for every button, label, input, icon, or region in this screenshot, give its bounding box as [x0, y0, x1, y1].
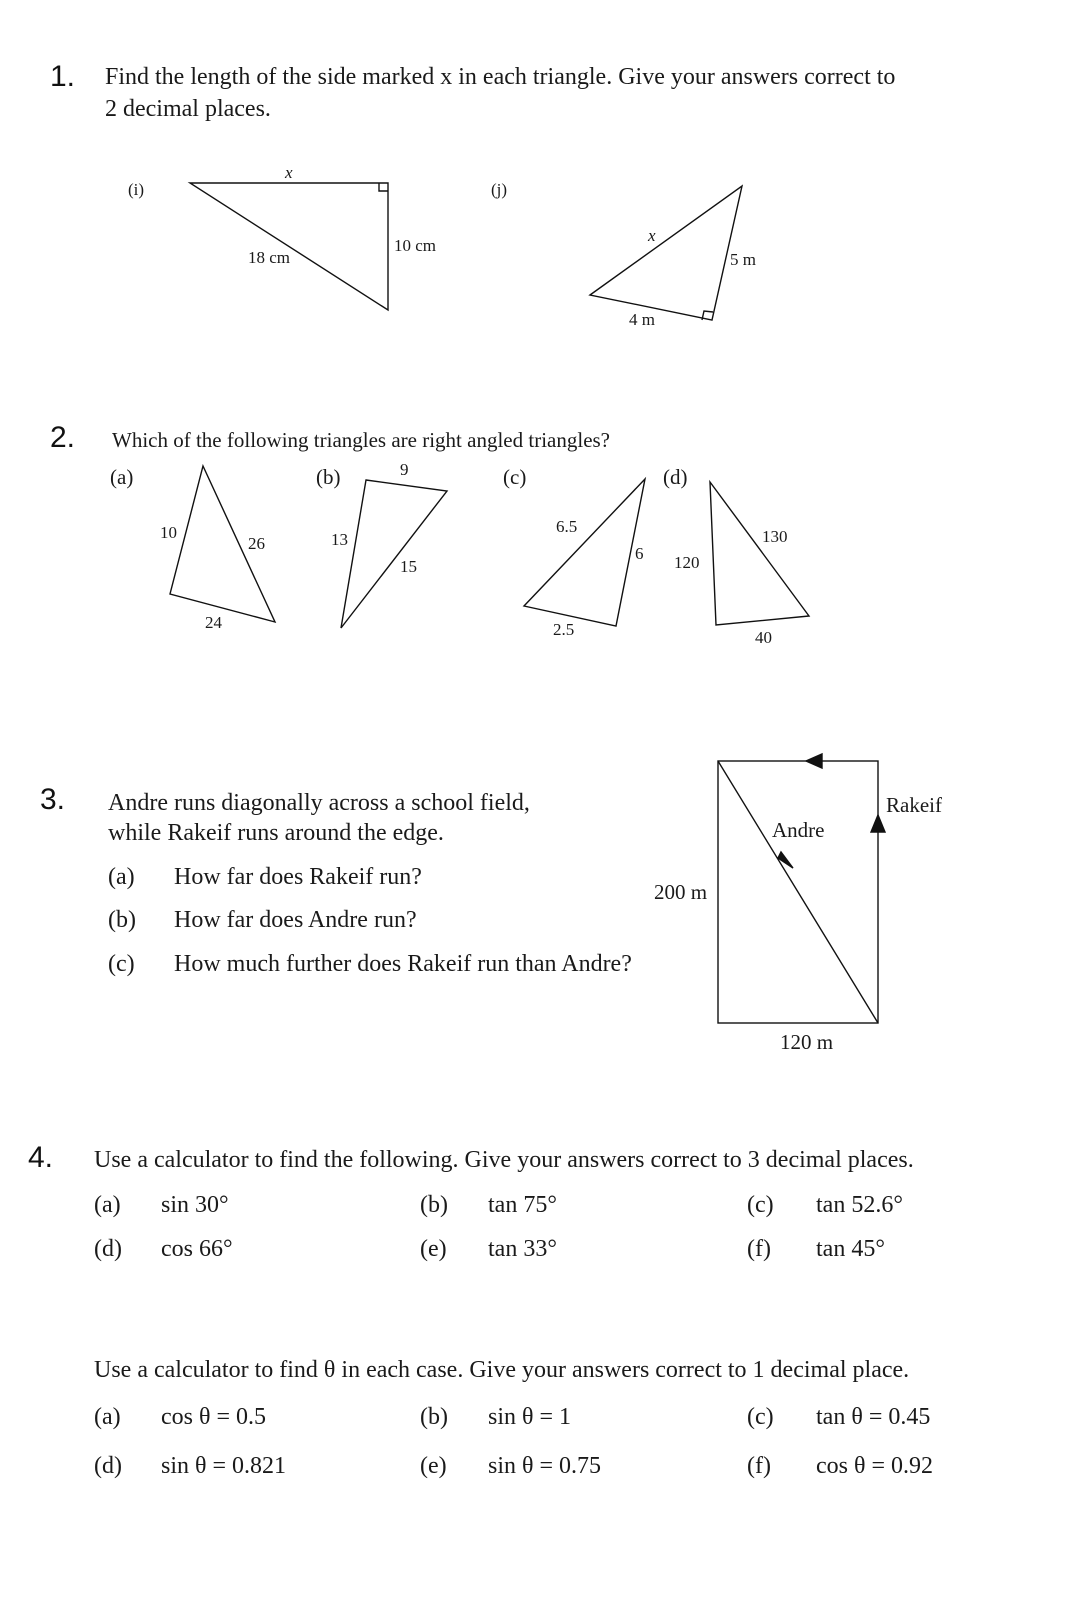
item-expression: sin θ = 0.821	[161, 1453, 287, 1479]
item-label: (a)	[94, 1404, 121, 1430]
triangle-c	[524, 479, 645, 626]
right-angle-marker-i	[379, 183, 388, 191]
item-label: (e)	[420, 1236, 447, 1262]
item-expression: sin θ = 1	[488, 1404, 572, 1430]
triangle-b-side: 15	[400, 557, 417, 576]
item-label: (b)	[420, 1192, 448, 1218]
item-expression: sin 30°	[161, 1192, 229, 1218]
triangle-a-side: 24	[205, 613, 222, 632]
item-expression: tan θ = 0.45	[816, 1404, 931, 1430]
part-text: How far does Rakeif run?	[174, 864, 422, 890]
item-label: (b)	[420, 1404, 448, 1430]
item-expression: tan 52.6°	[816, 1192, 903, 1218]
question-2-text: Which of the following triangles are right angled triangles?	[112, 428, 611, 452]
andre-label: Andre	[772, 818, 825, 842]
arrow-diagonal	[778, 852, 793, 868]
triangle-c-side: 6.5	[556, 517, 578, 536]
triangle-d-side: 120	[674, 553, 700, 572]
part-text: How much further does Rakeif run than Andre?	[174, 951, 632, 977]
part-j-side-x: x	[648, 226, 656, 245]
triangle-c-side: 2.5	[553, 620, 575, 639]
item-label: (d)	[94, 1453, 122, 1479]
question-2-number: 2.	[50, 421, 76, 454]
diagonal-path	[718, 761, 878, 1023]
question-3-number: 3.	[40, 783, 66, 816]
triangle-a-label: (a)	[110, 465, 134, 489]
triangle-d-side: 130	[762, 527, 788, 546]
field-width-label: 120 m	[780, 1030, 834, 1054]
part-label: (c)	[108, 951, 135, 977]
question-4-number: 4.	[28, 1141, 54, 1174]
rakeif-label: Rakeif	[886, 793, 942, 817]
arrow-right-edge	[871, 815, 885, 832]
part-j-label: (j)	[491, 180, 508, 199]
item-label: (d)	[94, 1236, 122, 1262]
item-label: (c)	[747, 1404, 774, 1430]
triangle-d-label: (d)	[663, 465, 688, 489]
part-i-side-x: x	[285, 163, 293, 182]
question-3-text-line2: while Rakeif runs around the edge.	[108, 820, 444, 846]
part-text: How far does Andre run?	[174, 907, 417, 933]
item-expression: tan 75°	[488, 1192, 557, 1218]
part-i-side-right: 10 cm	[394, 236, 437, 255]
triangle-a-side: 10	[160, 523, 177, 542]
triangle-b	[341, 480, 447, 628]
item-label: (f)	[747, 1453, 771, 1479]
question-1-text-line2: 2 decimal places.	[105, 96, 271, 122]
question-1-text-line1: Find the length of the side marked x in each triangle. Give your answers correct to	[105, 64, 896, 90]
part-i-hypotenuse: 18 cm	[248, 248, 291, 267]
triangle-b-label: (b)	[316, 465, 341, 489]
part-i-label: (i)	[128, 180, 145, 199]
question-3-text-line1: Andre runs diagonally across a school field,	[108, 790, 530, 816]
triangle-c-side: 6	[635, 544, 644, 563]
item-expression: cos θ = 0.5	[161, 1404, 267, 1430]
item-label: (f)	[747, 1236, 771, 1262]
triangle-i	[190, 183, 388, 310]
triangle-c-label: (c)	[503, 465, 527, 489]
item-label: (a)	[94, 1192, 121, 1218]
part-j-side-bottom: 4 m	[629, 310, 655, 329]
part-label: (a)	[108, 864, 135, 890]
triangle-b-side: 9	[400, 460, 409, 479]
part-label: (b)	[108, 907, 136, 933]
item-expression: cos 66°	[161, 1236, 233, 1262]
part-j-side-right: 5 m	[730, 250, 756, 269]
question-4-text: Use a calculator to find the following. Give your answers correct to 3 decimal places.	[94, 1147, 914, 1173]
theta-question-text: Use a calculator to find θ in each case. Give your answers correct to 1 decimal place.	[94, 1357, 910, 1383]
triangle-j	[590, 186, 742, 320]
question-1-number: 1.	[50, 60, 76, 93]
triangle-d-side: 40	[755, 628, 772, 647]
arrow-top-edge	[806, 754, 822, 768]
item-expression: sin θ = 0.75	[488, 1453, 602, 1479]
triangle-d	[710, 482, 809, 625]
item-label: (c)	[747, 1192, 774, 1218]
triangle-b-side: 13	[331, 530, 348, 549]
item-label: (e)	[420, 1453, 447, 1479]
field-height-label: 200 m	[654, 880, 708, 904]
item-expression: cos θ = 0.92	[816, 1453, 934, 1479]
item-expression: tan 45°	[816, 1236, 885, 1262]
item-expression: tan 33°	[488, 1236, 557, 1262]
triangle-a-side: 26	[248, 534, 265, 553]
